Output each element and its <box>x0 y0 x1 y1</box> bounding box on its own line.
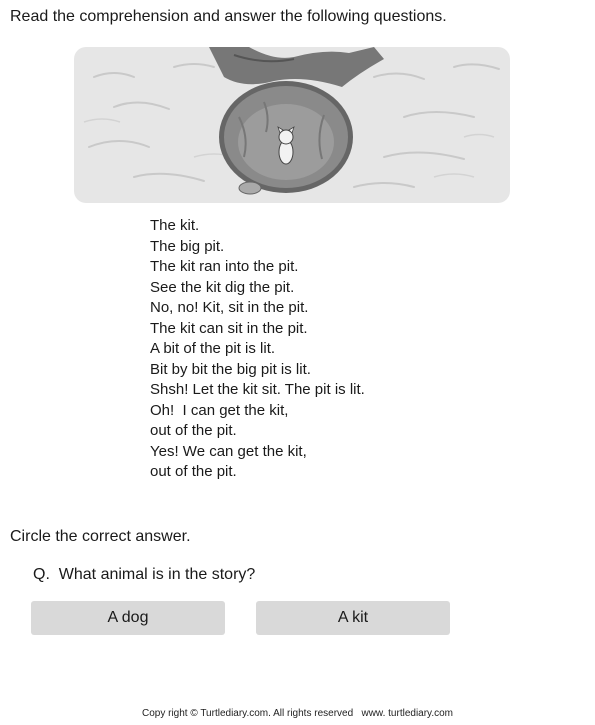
story-line: The kit ran into the pit. <box>150 258 299 275</box>
story-line: No, no! Kit, sit in the pit. <box>150 299 309 316</box>
answer-option-kit[interactable]: A kit <box>256 601 450 635</box>
story-line: The kit. <box>150 217 200 234</box>
story-line: out of the pit. <box>150 463 237 480</box>
story-text <box>150 216 365 483</box>
story-line: out of the pit. <box>150 422 237 439</box>
story-line: Oh! I can get the kit, <box>150 401 289 419</box>
answer-option-dog[interactable]: A dog <box>31 601 225 635</box>
story-line: The kit can sit in the pit. <box>150 319 308 337</box>
story-line: Shsh! Let the kit sit. The pit is lit. <box>150 381 365 398</box>
circle-instruction: Circle the correct answer. <box>10 528 191 545</box>
instruction: Read the comprehension and answer the following questions. <box>10 8 447 25</box>
story-illustration <box>74 47 510 203</box>
story-line: Yes! We can get the kit, <box>150 442 307 460</box>
story-line: Bit by bit the big pit is lit. <box>150 360 311 378</box>
story-line: See the kit dig the pit. <box>150 278 295 296</box>
story-line: The big pit. <box>150 237 225 255</box>
question-text: Q. What animal is in the story? <box>33 566 256 583</box>
copyright-footer: Copy right © Turtlediary.com. All rights reserved www. turtlediary.com <box>142 708 453 719</box>
story-line: A bit of the pit is lit. <box>150 340 276 357</box>
